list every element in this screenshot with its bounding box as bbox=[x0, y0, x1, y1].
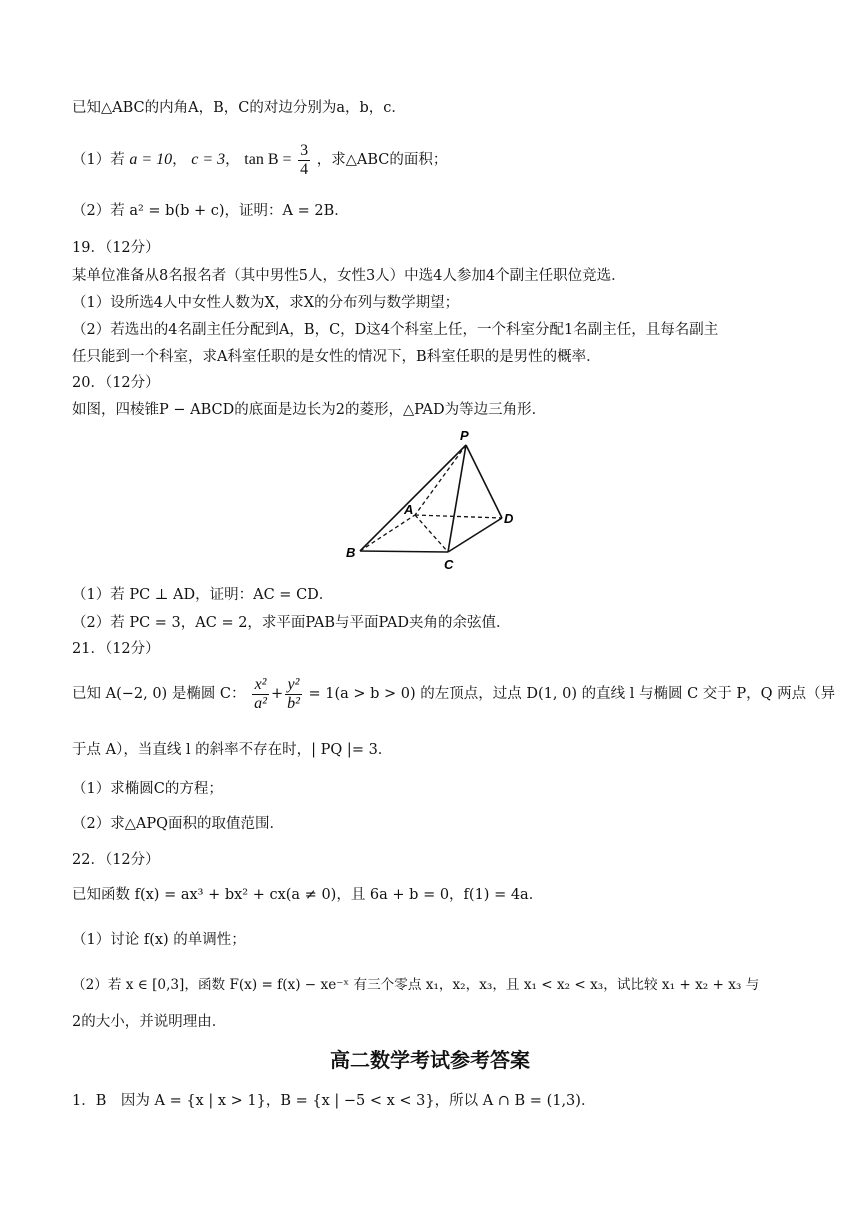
q18-part1-ask: ，求△ABC的面积； bbox=[316, 152, 448, 168]
label-P: P bbox=[460, 428, 469, 443]
q18-frac-den: 4 bbox=[300, 160, 309, 178]
q19-part2-line1: （2）若选出的4名副主任分配到A，B，C，D这4个科室上任，一个科室分配1名副主任，且每名副主 bbox=[72, 322, 719, 338]
q21-frac-x-num: x² bbox=[252, 676, 269, 695]
label-B: B bbox=[346, 545, 356, 560]
pyramid-figure bbox=[340, 425, 530, 575]
q22-part1: （1）讨论 f(x) 的单调性； bbox=[72, 932, 246, 948]
edge-BA bbox=[360, 515, 415, 551]
q18-part1-a: a = 10 bbox=[129, 151, 173, 168]
q21-frac-y bbox=[285, 676, 302, 713]
q20-header: 20．（12分） bbox=[72, 375, 160, 391]
q21-stem: 已知 A(−2, 0) 是椭圆 C： $\frac{\text{x²}}{\text{a²}}$ + $\frac{\text{y²}}{\text{b²}}$ = 1(a > b > 0) 的左顶点，过点 D(1, 0) 的直线 l 与椭圆 C 交于 P，Q 两点（异 bbox=[72, 675, 836, 712]
q21-frac-x bbox=[252, 676, 269, 713]
edge-PA bbox=[415, 445, 466, 515]
q21-stem-b: = 1(a > b > 0) 的左顶点，过点 D(1, 0) 的直线 l 与椭圆 C 交于 P，Q 两点（异 bbox=[308, 686, 836, 702]
answer-1: 1．B 因为 A = {x | x > 1}，B = {x | −5 < x < 3}，所以 A ∩ B = (1,3)． bbox=[72, 1093, 596, 1109]
q21-part2: （2）求△APQ面积的取值范围． bbox=[72, 816, 284, 832]
q20-part1: （1）若 PC ⊥ AD，证明：AC = CD． bbox=[72, 587, 334, 603]
answers-title: 高二数学考试参考答案 bbox=[330, 1048, 530, 1072]
q19-part2-line2: 任只能到一个科室，求A科室任职的是女性的情况下，B科室任职的是男性的概率． bbox=[72, 349, 601, 365]
q18-part1-label: （1）若 bbox=[72, 152, 125, 168]
q21-part1: （1）求椭圆C的方程； bbox=[72, 781, 223, 797]
q20-part2: （2）若 PC = 3，AC = 2，求平面PAB与平面PAD夹角的余弦值． bbox=[72, 615, 511, 631]
edge-AD bbox=[415, 515, 502, 518]
q18-stem: 已知△ABC的内角A，B，C的对边分别为a，b，c． bbox=[72, 100, 406, 116]
label-C: C bbox=[444, 557, 454, 572]
edge-AC bbox=[415, 515, 448, 552]
q18-part1-fraction bbox=[298, 142, 310, 179]
q18-part1-tan: tan B = bbox=[244, 151, 292, 168]
q18-part1: （1）若 a = 10， c = 3， tan B = $\frac{3}{4}$ ，求△ABC的面积； bbox=[72, 141, 448, 178]
q21-frac-y-den: b² bbox=[287, 694, 300, 712]
q20-stem: 如图，四棱锥P − ABCD的底面是边长为2的菱形，△PAD为等边三角形． bbox=[72, 402, 547, 418]
q18-part1-c: c = 3 bbox=[191, 151, 226, 168]
q21-frac-y-num: y² bbox=[285, 676, 302, 695]
label-D: D bbox=[504, 511, 514, 526]
q21-frac-x-den: a² bbox=[254, 694, 267, 712]
q21-header: 21．（12分） bbox=[72, 641, 160, 657]
q22-part2-line1: （2）若 x ∈ [0,3]，函数 F(x) = f(x) − xe⁻ˣ 有三个零点 x₁，x₂，x₃，且 x₁ < x₂ < x₃，试比较 x₁ + x₂ + x₃ 与 bbox=[72, 977, 760, 993]
q21-stem-c: 于点 A），当直线 l 的斜率不存在时，| PQ |= 3． bbox=[72, 742, 393, 758]
q18-part2: （2）若 a² = b(b + c)，证明：A = 2B． bbox=[72, 203, 349, 219]
edge-PD bbox=[466, 445, 502, 518]
q18-frac-num: 3 bbox=[300, 141, 309, 159]
q19-part1: （1）设所选4人中女性人数为X，求X的分布列与数学期望； bbox=[72, 295, 460, 311]
edge-CD bbox=[448, 518, 502, 552]
q22-header: 22．（12分） bbox=[72, 852, 160, 868]
q22-stem: 已知函数 f(x) = ax³ + bx² + cx(a ≠ 0)，且 6a + b = 0，f(1) = 4a． bbox=[72, 887, 544, 903]
q21-stem-a: 已知 A(−2, 0) 是椭圆 C： bbox=[72, 686, 246, 702]
q22-part2-line2: 2的大小，并说明理由． bbox=[72, 1014, 227, 1030]
q19-stem: 某单位准备从8名报名者（其中男性5人，女性3人）中选4人参加4个副主任职位竞选． bbox=[72, 268, 626, 284]
q19-header: 19．（12分） bbox=[72, 240, 160, 256]
edge-BC bbox=[360, 551, 448, 552]
label-A: A bbox=[404, 502, 414, 517]
